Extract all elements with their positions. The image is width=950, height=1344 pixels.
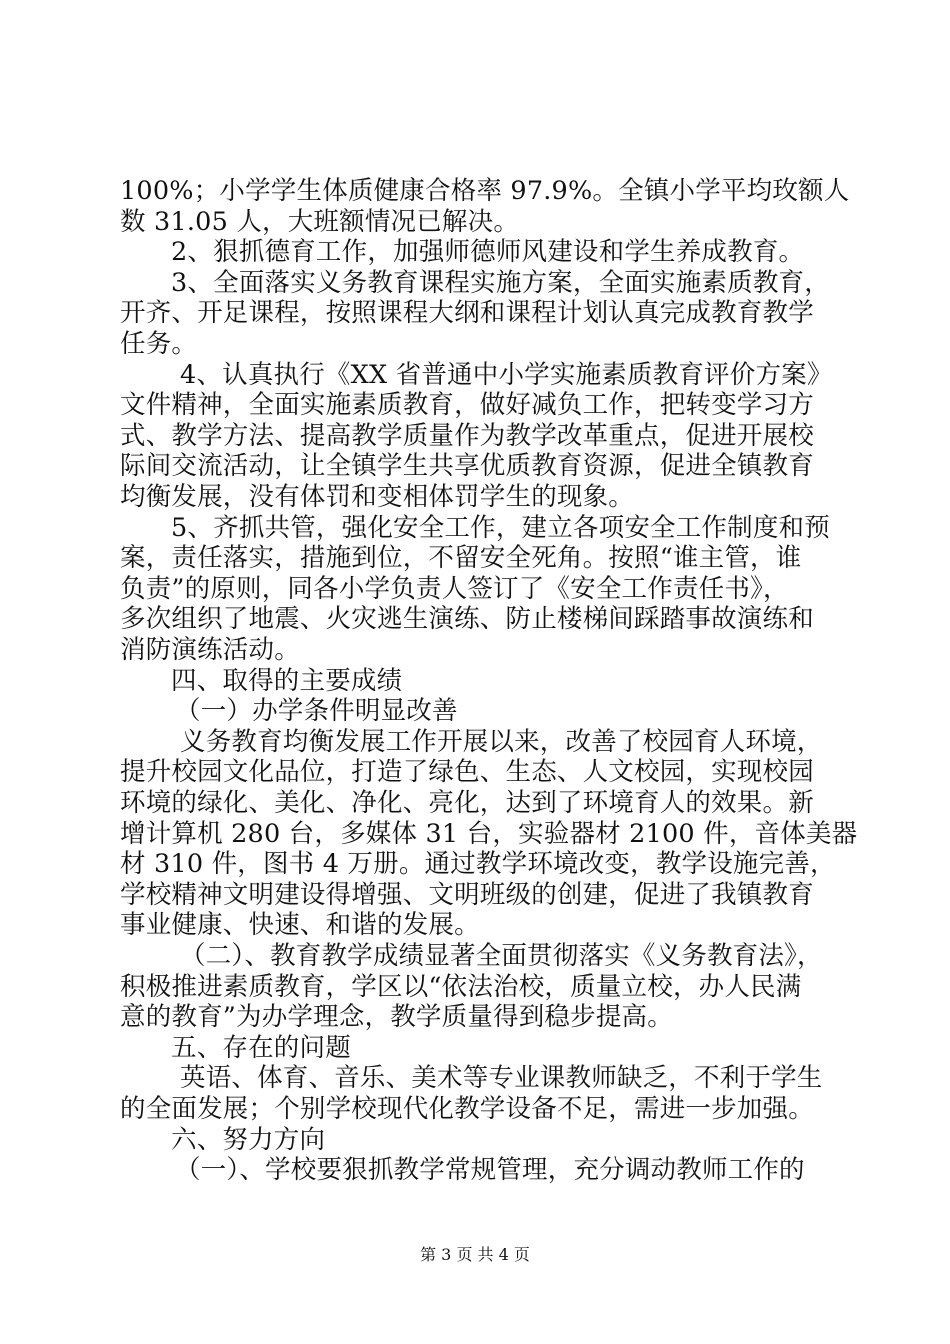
text-line: 数 31.05 人，大班额情况已解决。 xyxy=(120,206,520,237)
text-line: 意的教育”为办学理念，教学质量得到稳步提高。 xyxy=(120,1002,673,1033)
text-line: 英语、体育、音乐、美术等专业课教师缺乏，不利于学生 xyxy=(180,1063,823,1094)
text-line: 际间交流活动，让全镇学生共享优质教育资源，促进全镇教育 xyxy=(120,451,814,482)
text-line: 环境的绿化、美化、净化、亮化，达到了环境育人的效果。新 xyxy=(120,788,814,818)
text-line: 增计算机 280 台，多媒体 31 台，实验器材 2100 件，音体美器 xyxy=(120,818,858,849)
section-heading: 四、取得的主要成绩 xyxy=(171,665,403,696)
text-line: 4、认真执行《XX 省普通中小学实施素质教育评价方案》 xyxy=(180,359,833,390)
text-line: 2、狠抓德育工作，加强师德师风建设和学生养成教育。 xyxy=(171,237,805,268)
section-heading: 五、存在的问题 xyxy=(171,1032,351,1063)
text-line: （二）、教育教学成绩显著全面贯彻落实《义务教育法》， xyxy=(180,941,823,971)
subsection-heading: （一）办学条件明显改善 xyxy=(175,696,458,727)
text-line: 义务教育均衡发展工作开展以来，改善了校园育人环境， xyxy=(180,726,823,757)
text-line: 开齐、开足课程，按照课程大纲和课程计划认真完成教育教学 xyxy=(120,298,814,329)
text-line: 均衡发展，没有体罚和变相体罚学生的现象。 xyxy=(120,482,635,512)
text-line: 消防演练活动。 xyxy=(120,635,300,665)
text-line: 积极推进素质教育，学区以“依法治校，质量立校，办人民满 xyxy=(120,971,802,1002)
text-line: 提升校园文化品位，打造了绿色、生态、人文校园，实现校园 xyxy=(120,757,814,788)
text-line: 案，责任落实，措施到位，不留安全死角。按照“谁主管，谁 xyxy=(120,543,802,574)
text-line: 文件精神，全面实施素质教育，做好减负工作，把转变学习方 xyxy=(120,390,814,421)
text-line: 任务。 xyxy=(120,329,198,359)
text-line: 负责”的原则，同各小学负责人签订了《安全工作责任书》， xyxy=(120,573,789,604)
text-line: 式、教学方法、提高教学质量作为教学改革重点，促进开展校 xyxy=(120,420,814,451)
section-heading: 六、努力方向 xyxy=(171,1124,326,1155)
text-line: 3、全面落实义务教育课程实施方案，全面实施素质教育， xyxy=(171,267,830,298)
text-line: 的全面发展；个别学校现代化教学设备不足，需进一步加强。 xyxy=(120,1094,814,1124)
text-line: 100%；小学学生体质健康合格率 97.9%。全镇小学平均玫额人 xyxy=(120,176,850,206)
page-footer: 第 3 页 共 4 页 xyxy=(420,1245,530,1264)
text-line: 事业健康、快速、和谐的发展。 xyxy=(120,910,480,941)
text-line: 多次组织了地震、火灾逃生演练、防止楼梯间踩踏事故演练和 xyxy=(120,604,814,635)
text-line: 材 310 件，图书 4 万册。通过教学环境改变，教学设施完善， xyxy=(120,849,836,880)
text-line: 5、齐抓共管，强化安全工作，建立各项安全工作制度和预 xyxy=(171,512,830,543)
text-line: （一）、学校要狠抓教学常规管理，充分调动教师工作的 xyxy=(175,1155,805,1186)
text-line: 学校精神文明建设得增强、文明班级的创建，促进了我镇教育 xyxy=(120,879,814,910)
